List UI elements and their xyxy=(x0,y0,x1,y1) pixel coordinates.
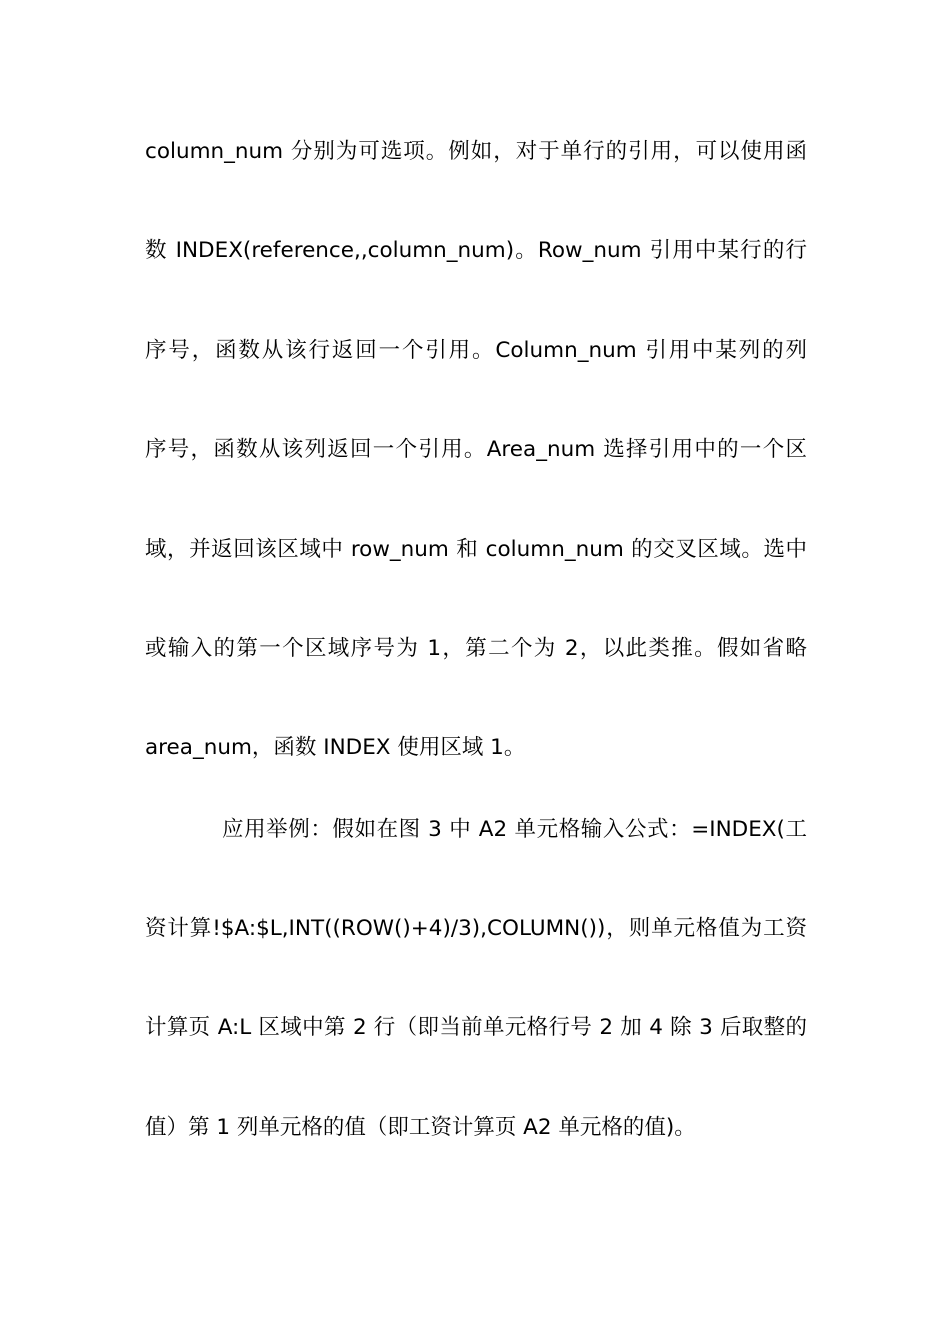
example-line-3: 计算页 A:L 区域中第 2 行（即当前单元格行号 2 加 4 除 3 后取整的 xyxy=(145,1015,807,1040)
paragraph-line-3: 序号，函数从该行返回一个引用。Column_num 引用中某列的列 xyxy=(145,338,807,363)
paragraph-line-4: 序号，函数从该列返回一个引用。Area_num 选择引用中的一个区 xyxy=(145,437,807,462)
paragraph-line-6: 或输入的第一个区域序号为 1，第二个为 2，以此类推。假如省略 xyxy=(145,636,807,661)
example-line-1: 应用举例：假如在图 3 中 A2 单元格输入公式：=INDEX(工 xyxy=(222,817,807,842)
example-line-4: 值）第 1 列单元格的值（即工资计算页 A2 单元格的值)。 xyxy=(145,1115,696,1140)
paragraph-line-2: 数 INDEX(reference,,column_num)。Row_num 引用中某行的行 xyxy=(145,238,807,263)
example-line-2: 资计算!$A:$L,INT((ROW()+4)/3),COLUMN())，则单元格值为工资 xyxy=(145,916,807,941)
paragraph-line-1: column_num 分别为可选项。例如，对于单行的引用，可以使用函 xyxy=(145,139,807,164)
paragraph-line-5: 域，并返回该区域中 row_num 和 column_num 的交叉区域。选中 xyxy=(145,537,807,562)
paragraph-line-7: area_num，函数 INDEX 使用区域 1。 xyxy=(145,735,526,760)
